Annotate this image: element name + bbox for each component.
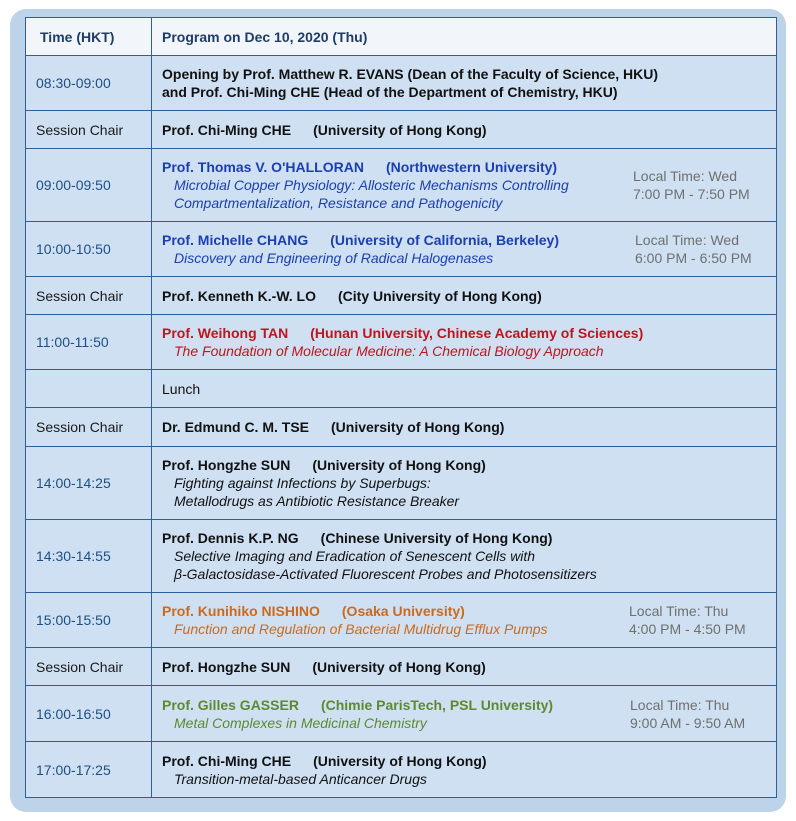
talk-title-line-1: The Foundation of Molecular Medicine: A Chemical Biology Approach (174, 343, 604, 359)
time-cell (26, 370, 152, 408)
time-cell: 14:30-14:55 (26, 520, 152, 593)
program-cell (152, 408, 777, 447)
local-time-range: 4:00 PM - 4:50 PM (629, 621, 746, 637)
speaker-name: Prof. Hongzhe SUN (162, 658, 291, 675)
table-row (26, 520, 777, 593)
speaker-name: Prof. Thomas V. O'HALLORAN (162, 159, 364, 175)
table-row (26, 277, 777, 315)
talk-title-line-1: Transition-metal-based Anticancer Drugs (174, 770, 427, 787)
speaker-name: Prof. Gilles GASSER (162, 696, 299, 713)
table-row (26, 686, 777, 742)
talk-title-line-2: Compartmentalization, Resistance and Pathogenicity (174, 195, 503, 211)
speaker-affiliation: (University of Hong Kong) (312, 658, 486, 675)
time-cell: 11:00-11:50 (26, 315, 152, 370)
local-time (629, 602, 746, 638)
speaker-name: Prof. Hongzhe SUN (162, 457, 291, 473)
program-cell (152, 686, 777, 742)
local-time-range: 9:00 AM - 9:50 AM (630, 714, 746, 731)
speaker-affiliation: (City University of Hong Kong) (338, 287, 542, 304)
program-cell (152, 277, 777, 315)
time-cell: Session Chair (26, 408, 152, 447)
table-row (26, 56, 777, 111)
table-row (26, 408, 777, 447)
time-cell: 09:00-09:50 (26, 149, 152, 222)
speaker-name: Dr. Edmund C. M. TSE (162, 419, 310, 435)
speaker-affiliation: (University of Hong Kong) (313, 752, 487, 769)
time-cell: 17:00-17:25 (26, 742, 152, 798)
table-row (26, 742, 777, 798)
talk-title-line-1: Metal Complexes in Medicinal Chemistry (174, 714, 427, 731)
speaker-affiliation: (Chimie ParisTech, PSL University) (320, 696, 554, 713)
speaker-name: Prof. Dennis K.P. NG (162, 530, 299, 546)
program-column-header: Program on Dec 10, 2020 (Thu) (152, 18, 777, 56)
local-time-day: Local Time: Wed (633, 168, 738, 184)
program-cell (152, 447, 777, 520)
speaker-name: Prof. Chi-Ming CHE (162, 752, 292, 769)
local-time-day: Local Time: Thu (630, 696, 730, 713)
local-time (630, 696, 745, 732)
talk-title-line-2: β-Galactosidase-Activated Fluorescent Probes and Photosensitizers (174, 566, 597, 582)
program-cell (152, 149, 777, 222)
lunch-label: Lunch (162, 380, 201, 397)
local-time-day: Local Time: Wed (635, 232, 740, 248)
table-row (26, 370, 777, 408)
time-cell: Session Chair (26, 648, 152, 686)
table-row (26, 222, 777, 277)
local-time (633, 167, 750, 203)
table-row (26, 111, 777, 149)
program-cell (152, 222, 777, 277)
time-cell: Session Chair (26, 111, 152, 149)
speaker-affiliation: (Northwestern University) (385, 159, 558, 175)
speaker-affiliation: (University of Hong Kong) (313, 121, 487, 138)
talk-title-line-1: Discovery and Engineering of Radical Halogenases (174, 250, 494, 266)
speaker-name: Prof. Michelle CHANG (162, 232, 309, 248)
speaker-affiliation: (University of Hong Kong) (312, 457, 486, 473)
speaker-affiliation: (University of California, Berkeley) (330, 232, 559, 248)
time-cell: 10:00-10:50 (26, 222, 152, 277)
header-row (26, 18, 777, 56)
program-cell (152, 520, 777, 593)
talk-title-line-1: Function and Regulation of Bacterial Multidrug Efflux Pumps (174, 621, 548, 637)
talk-title-line-1: Fighting against Infections by Superbugs: (174, 475, 431, 491)
speaker-affiliation: (Chinese University of Hong Kong) (320, 530, 553, 546)
talk-title-line-1: Selective Imaging and Eradication of Senescent Cells with (174, 548, 536, 564)
program-cell (152, 111, 777, 149)
program-cell (152, 56, 777, 111)
time-cell: 15:00-15:50 (26, 593, 152, 648)
speaker-affiliation: (Hunan University, Chinese Academy of Sciences) (310, 325, 644, 341)
talk-title-line-2: Metallodrugs as Antibiotic Resistance Breaker (174, 493, 460, 509)
local-time (635, 231, 752, 267)
speaker-name: Prof. Chi-Ming CHE (162, 121, 292, 138)
table-row (26, 593, 777, 648)
speaker-name: Prof. Kunihiko NISHINO (162, 603, 320, 619)
opening-line-1: Opening by Prof. Matthew R. EVANS (Dean of the Faculty of Science, HKU) (162, 66, 659, 82)
time-cell: Session Chair (26, 277, 152, 315)
program-cell (152, 593, 777, 648)
table-row (26, 648, 777, 686)
talk-title-line-1: Microbial Copper Physiology: Allosteric Mechanisms Controlling (174, 177, 569, 193)
time-cell: 08:30-09:00 (26, 56, 152, 111)
table-row (26, 447, 777, 520)
program-cell (152, 315, 777, 370)
speaker-affiliation: (University of Hong Kong) (331, 419, 505, 435)
table-row (26, 315, 777, 370)
local-time-day: Local Time: Thu (629, 603, 729, 619)
local-time-range: 7:00 PM - 7:50 PM (633, 186, 750, 202)
program-cell (152, 648, 777, 686)
time-cell: 16:00-16:50 (26, 686, 152, 742)
speaker-name: Prof. Weihong TAN (162, 325, 289, 341)
opening-line-2: and Prof. Chi-Ming CHE (Head of the Department of Chemistry, HKU) (162, 84, 618, 100)
local-time-range: 6:00 PM - 6:50 PM (635, 250, 752, 266)
program-table (25, 17, 777, 798)
table-row (26, 149, 777, 222)
program-cell (152, 370, 777, 408)
speaker-name: Prof. Kenneth K.-W. LO (162, 287, 316, 304)
speaker-affiliation: (Osaka University) (341, 603, 465, 619)
time-cell: 14:00-14:25 (26, 447, 152, 520)
time-column-header: Time (HKT) (26, 18, 152, 56)
program-cell (152, 742, 777, 798)
